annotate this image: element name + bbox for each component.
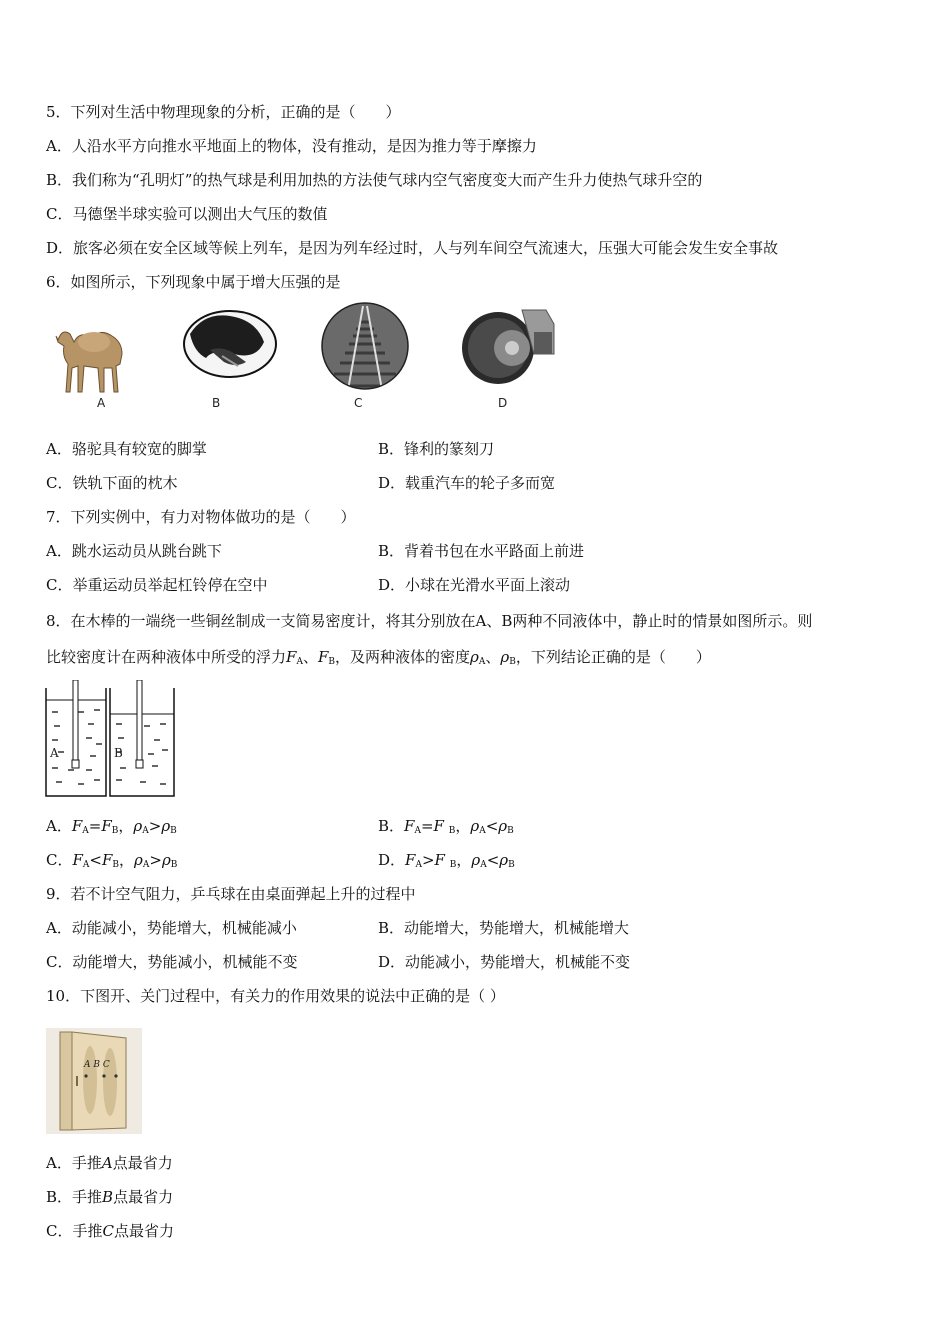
q6-figure [50,308,570,418]
q7-option-a: A．跳水运动员从跳台跳下 [46,542,222,560]
q9-option-b: B．动能增大，势能增大，机械能增大 [378,919,630,937]
q10-option-a: A．手推A点最省力 [46,1154,173,1172]
engraving-knife-image [182,308,278,380]
q10-option-c: C．手推C点最省力 [46,1222,174,1240]
q5-option-a: A．人沿水平方向推水平地面上的物体，没有推动，是因为推力等于摩擦力 [46,137,537,155]
q8-option-a: A．$F_A=F_B$，$\rho_A>\rho_B$ [46,817,177,836]
q9-option-a: A．动能减小，势能增大，机械能减小 [46,919,297,937]
q6-label-d: D [498,396,508,410]
q10-stem: 10．下图开、关门过程中，有关力的作用效果的说法中正确的是（ ） [46,987,505,1005]
hydrometer-beakers-image [44,680,180,800]
railway-tracks-image [318,302,412,390]
q7-option-b: B．背着书包在水平路面上前进 [378,542,585,560]
q7-stem: 7．下列实例中，有力对物体做功的是（ ） [46,508,356,526]
q6-label-c: C [354,396,363,410]
q6-option-c: C．铁轨下面的枕木 [46,474,178,492]
door-point-labels: A B C [84,1060,110,1070]
q8-figure [44,680,180,800]
q5-option-c: C．马德堡半球实验可以测出大气压的数值 [46,205,328,223]
q7-option-c: C．举重运动员举起杠铃停在空中 [46,576,268,594]
q8-stem-line1: 8．在木棒的一端绕一些铜丝制成一支简易密度计，将其分别放在A、B两种不同液体中，静止时的情景如图所示。则 [46,612,813,630]
q6-stem: 6．如图所示，下列现象中属于增大压强的是 [46,273,341,291]
q5-option-d: D．旅客必须在安全区域等候上列车，是因为列车经过时，人与列车间空气流速大，压强大可能会发生安全事故 [46,239,779,257]
q8-stem-line2: 比较密度计在两种液体中所受的浮力$F_A$、$F_B$，及两种液体的密度$\rho_A$、$\rho_B$，下列结论正确的是（ ） [46,648,711,667]
q6-option-b: B．锋利的篆刻刀 [378,440,495,458]
q5-option-b: B．我们称为“孔明灯”的热气球是利用加热的方法使气球内空气密度变大而产生升力使热气球升空的 [46,171,703,189]
q6-option-a: A．骆驼具有较宽的脚掌 [46,440,207,458]
camel-image [50,318,140,398]
q8-label-a: A [50,746,59,760]
q8-option-b: B．$F_A=F$ $_B$，$\rho_A<\rho_B$ [378,817,514,836]
q6-label-a: A [97,396,106,410]
q5-stem: 5．下列对生活中物理现象的分析，正确的是（ ） [46,103,401,121]
q7-option-d: D．小球在光滑水平面上滚动 [378,576,571,594]
q8-option-d: D．$F_A>F$ $_B$，$\rho_A<\rho_B$ [378,851,515,870]
truck-wheels-image [460,302,560,392]
q9-option-c: C．动能增大，势能减小，机械能不变 [46,953,298,971]
door-image [46,1028,142,1134]
q8-label-b: B [114,746,123,760]
q10-option-b: B．手推B点最省力 [46,1188,174,1206]
q10-figure [46,1028,142,1134]
q6-option-d: D．载重汽车的轮子多而宽 [378,474,556,492]
q9-option-d: D．动能减小，势能增大，机械能不变 [378,953,631,971]
q9-stem: 9．若不计空气阻力，乒乓球在由桌面弹起上升的过程中 [46,885,416,903]
q6-label-b: B [212,396,221,410]
q8-option-c: C．$F_A<F_B$，$\rho_A>\rho_B$ [46,851,178,870]
